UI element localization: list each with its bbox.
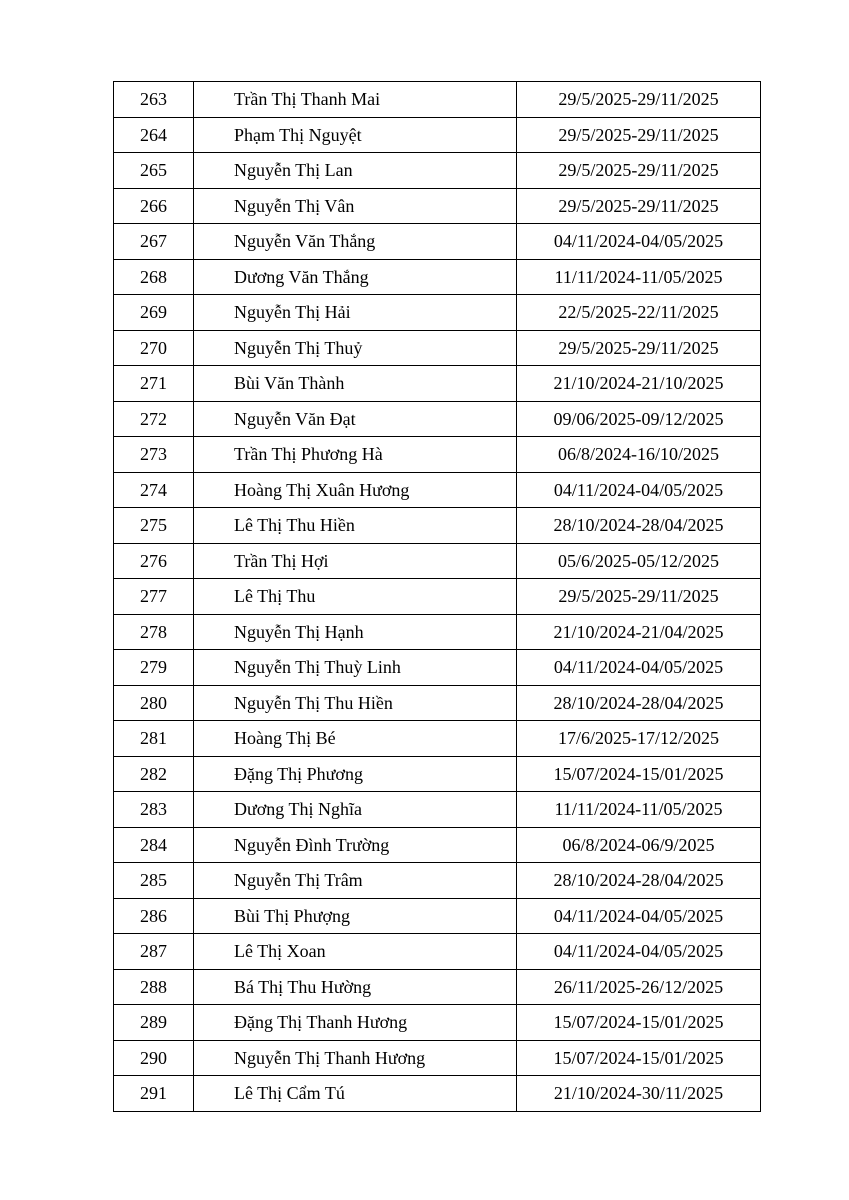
table-row	[114, 827, 761, 863]
table-row	[114, 1076, 761, 1112]
date-range-cell: 29/5/2025-29/11/2025	[517, 117, 761, 153]
date-range-cell: 29/5/2025-29/11/2025	[517, 188, 761, 224]
table-row	[114, 437, 761, 473]
row-number-cell: 280	[114, 685, 194, 721]
date-range-cell: 04/11/2024-04/05/2025	[517, 472, 761, 508]
person-name-cell: Đặng Thị Phương	[194, 756, 517, 792]
table-row	[114, 721, 761, 757]
person-name-cell: Nguyễn Thị Vân	[194, 188, 517, 224]
date-range-cell: 15/07/2024-15/01/2025	[517, 756, 761, 792]
row-number-cell: 270	[114, 330, 194, 366]
person-name-cell: Lê Thị Thu Hiền	[194, 508, 517, 544]
person-name-cell: Đặng Thị Thanh Hương	[194, 1005, 517, 1041]
row-number-cell: 265	[114, 153, 194, 189]
date-range-cell: 11/11/2024-11/05/2025	[517, 259, 761, 295]
table-row	[114, 330, 761, 366]
row-number-cell: 288	[114, 969, 194, 1005]
person-name-cell: Lê Thị Xoan	[194, 934, 517, 970]
date-range-cell: 11/11/2024-11/05/2025	[517, 792, 761, 828]
date-range-cell: 04/11/2024-04/05/2025	[517, 650, 761, 686]
date-range-cell: 29/5/2025-29/11/2025	[517, 579, 761, 615]
row-number-cell: 271	[114, 366, 194, 402]
person-name-cell: Bùi Thị Phượng	[194, 898, 517, 934]
date-range-cell: 28/10/2024-28/04/2025	[517, 508, 761, 544]
person-name-cell: Nguyễn Văn Đạt	[194, 401, 517, 437]
table-row	[114, 295, 761, 331]
person-name-cell: Nguyễn Thị Hải	[194, 295, 517, 331]
row-number-cell: 287	[114, 934, 194, 970]
date-range-cell: 06/8/2024-06/9/2025	[517, 827, 761, 863]
date-range-cell: 05/6/2025-05/12/2025	[517, 543, 761, 579]
table-row	[114, 898, 761, 934]
roster-table-body	[114, 82, 761, 1112]
date-range-cell: 04/11/2024-04/05/2025	[517, 898, 761, 934]
row-number-cell: 277	[114, 579, 194, 615]
roster-table	[113, 81, 761, 1112]
row-number-cell: 276	[114, 543, 194, 579]
table-row	[114, 863, 761, 899]
row-number-cell: 266	[114, 188, 194, 224]
row-number-cell: 275	[114, 508, 194, 544]
person-name-cell: Dương Văn Thắng	[194, 259, 517, 295]
table-row	[114, 259, 761, 295]
date-range-cell: 28/10/2024-28/04/2025	[517, 863, 761, 899]
row-number-cell: 285	[114, 863, 194, 899]
table-row	[114, 650, 761, 686]
person-name-cell: Hoàng Thị Bé	[194, 721, 517, 757]
row-number-cell: 264	[114, 117, 194, 153]
table-row	[114, 934, 761, 970]
table-row	[114, 188, 761, 224]
row-number-cell: 267	[114, 224, 194, 260]
person-name-cell: Nguyễn Thị Thuỳ Linh	[194, 650, 517, 686]
table-row	[114, 969, 761, 1005]
person-name-cell: Trần Thị Phương Hà	[194, 437, 517, 473]
date-range-cell: 21/10/2024-30/11/2025	[517, 1076, 761, 1112]
row-number-cell: 283	[114, 792, 194, 828]
date-range-cell: 15/07/2024-15/01/2025	[517, 1005, 761, 1041]
row-number-cell: 272	[114, 401, 194, 437]
table-row	[114, 579, 761, 615]
row-number-cell: 289	[114, 1005, 194, 1041]
date-range-cell: 26/11/2025-26/12/2025	[517, 969, 761, 1005]
person-name-cell: Phạm Thị Nguyệt	[194, 117, 517, 153]
row-number-cell: 281	[114, 721, 194, 757]
date-range-cell: 29/5/2025-29/11/2025	[517, 330, 761, 366]
person-name-cell: Nguyễn Văn Thắng	[194, 224, 517, 260]
table-row	[114, 82, 761, 118]
row-number-cell: 282	[114, 756, 194, 792]
row-number-cell: 268	[114, 259, 194, 295]
person-name-cell: Nguyễn Thị Lan	[194, 153, 517, 189]
date-range-cell: 15/07/2024-15/01/2025	[517, 1040, 761, 1076]
person-name-cell: Nguyễn Thị Thanh Hương	[194, 1040, 517, 1076]
table-row	[114, 117, 761, 153]
table-row	[114, 1005, 761, 1041]
row-number-cell: 278	[114, 614, 194, 650]
row-number-cell: 286	[114, 898, 194, 934]
table-row	[114, 1040, 761, 1076]
row-number-cell: 274	[114, 472, 194, 508]
date-range-cell: 29/5/2025-29/11/2025	[517, 153, 761, 189]
row-number-cell: 291	[114, 1076, 194, 1112]
date-range-cell: 17/6/2025-17/12/2025	[517, 721, 761, 757]
table-row	[114, 224, 761, 260]
table-row	[114, 366, 761, 402]
date-range-cell: 28/10/2024-28/04/2025	[517, 685, 761, 721]
table-row	[114, 401, 761, 437]
person-name-cell: Hoàng Thị Xuân Hương	[194, 472, 517, 508]
date-range-cell: 06/8/2024-16/10/2025	[517, 437, 761, 473]
person-name-cell: Lê Thị Thu	[194, 579, 517, 615]
person-name-cell: Trần Thị Hợi	[194, 543, 517, 579]
person-name-cell: Bá Thị Thu Hường	[194, 969, 517, 1005]
person-name-cell: Nguyễn Thị Thuỷ	[194, 330, 517, 366]
person-name-cell: Nguyễn Thị Trâm	[194, 863, 517, 899]
table-row	[114, 756, 761, 792]
table-row	[114, 153, 761, 189]
row-number-cell: 290	[114, 1040, 194, 1076]
table-row	[114, 685, 761, 721]
date-range-cell: 04/11/2024-04/05/2025	[517, 224, 761, 260]
person-name-cell: Lê Thị Cẩm Tú	[194, 1076, 517, 1112]
date-range-cell: 04/11/2024-04/05/2025	[517, 934, 761, 970]
date-range-cell: 21/10/2024-21/04/2025	[517, 614, 761, 650]
person-name-cell: Dương Thị Nghĩa	[194, 792, 517, 828]
table-row	[114, 614, 761, 650]
table-row	[114, 508, 761, 544]
person-name-cell: Trần Thị Thanh Mai	[194, 82, 517, 118]
row-number-cell: 273	[114, 437, 194, 473]
row-number-cell: 269	[114, 295, 194, 331]
row-number-cell: 263	[114, 82, 194, 118]
person-name-cell: Bùi Văn Thành	[194, 366, 517, 402]
date-range-cell: 22/5/2025-22/11/2025	[517, 295, 761, 331]
table-row	[114, 543, 761, 579]
person-name-cell: Nguyễn Thị Thu Hiền	[194, 685, 517, 721]
person-name-cell: Nguyễn Thị Hạnh	[194, 614, 517, 650]
row-number-cell: 284	[114, 827, 194, 863]
date-range-cell: 29/5/2025-29/11/2025	[517, 82, 761, 118]
person-name-cell: Nguyễn Đình Trường	[194, 827, 517, 863]
date-range-cell: 09/06/2025-09/12/2025	[517, 401, 761, 437]
table-row	[114, 792, 761, 828]
date-range-cell: 21/10/2024-21/10/2025	[517, 366, 761, 402]
row-number-cell: 279	[114, 650, 194, 686]
table-row	[114, 472, 761, 508]
